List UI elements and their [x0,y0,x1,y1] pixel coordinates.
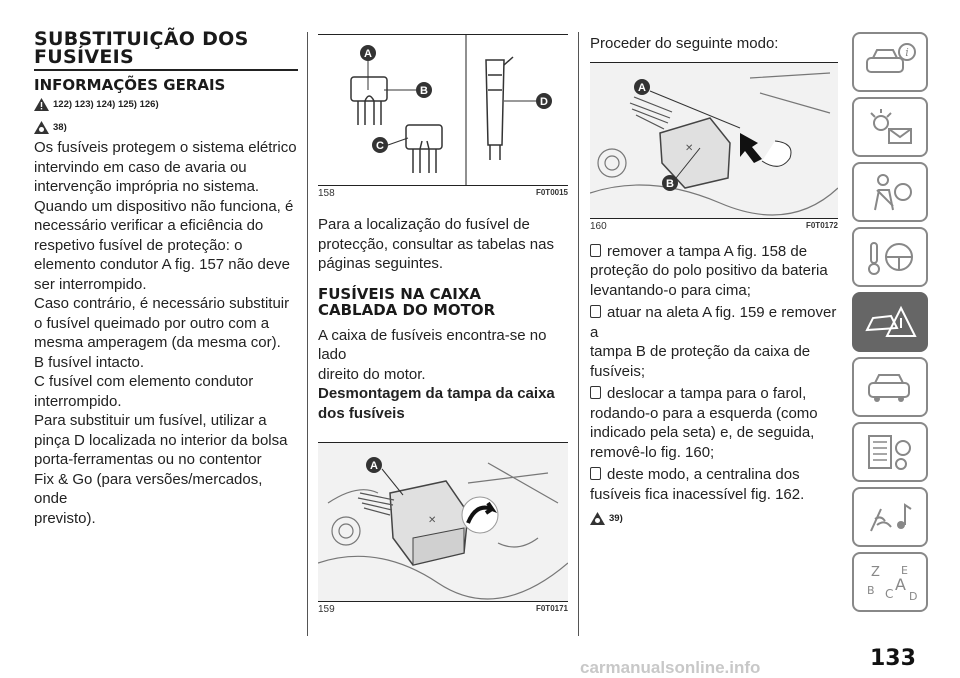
figure-158-caption: 158 F0T0015 [318,188,568,199]
multimedia-icon [861,495,919,539]
callout-d [504,93,552,109]
checkbox-bullet-icon [590,467,601,480]
car-info-icon [861,40,919,84]
watermark: carmanualsonline.info [580,658,761,677]
step-text: atuar na aleta A fig. 159 e remover a [590,304,837,341]
sidebar-tab-seatbelt-airbag[interactable] [852,162,928,222]
sidebar-tab-multimedia[interactable] [852,487,928,547]
text-line: intervindo em caso de avaria ou [34,158,247,176]
svg-text:C: C [885,587,894,601]
text-line: Para a localização do fusível de [318,216,530,233]
sidebar-tab-index[interactable] [852,552,928,612]
step-text: indicado pela seta) e, de seguida, [590,424,815,441]
text-line: o fusível queimado por outro com a [34,314,270,332]
rotate-arrow-icon [462,497,498,533]
key-steering-icon [861,235,919,279]
svg-text:E: E [901,564,908,577]
figure-160-caption: 160 F0T0172 [590,220,838,232]
label-b: B [420,85,428,97]
figure-159 [318,442,568,602]
chapter-sidebar [852,32,928,617]
caution-ref-right: 39) [590,512,838,525]
step-text: fusíveis fica inacessível fig. 162. [590,485,805,503]
text-line: Para substituir um fusível, utilizar a [34,412,267,429]
sidebar-tab-specifications[interactable] [852,422,928,482]
section-subtitle: INFORMAÇÕES GERAIS [34,76,226,94]
step-text: levantando-o para cima; [590,281,751,299]
fuse-cover-removal-illustration [590,63,838,218]
caution-hand-icon [34,121,49,134]
text-line: elemento condutor A fig. 157 não deve [34,256,291,273]
text-line: Fix & Go (para versões/mercados, onde [34,470,263,507]
seatbelt-airbag-icon [861,170,919,214]
engine-fuse-heading: FUSÍVEIS NA CAIXA CABLADA DO MOTOR [318,284,496,319]
caution-refs: 38) [34,121,298,134]
sidebar-tab-maintenance-car[interactable] [852,357,928,417]
right-column [590,34,838,525]
text-line: direito do motor. [318,365,426,383]
callout-a [360,45,376,90]
index-icon [861,560,919,604]
step-text: tampa B de proteção da caixa de [590,343,811,360]
warning-refs: 122) 123) 124) 125) 126) [34,98,298,111]
title-rule [34,69,298,71]
column-divider-2 [578,32,579,636]
warning-triangle-icon [34,98,49,111]
label-a-159: A [370,460,378,472]
checkbox-bullet-icon [590,386,601,399]
fuse-b-drawing [351,77,387,125]
text-line: A caixa de fusíveis encontra-se no lado [318,326,547,363]
label-a-160: A [638,81,646,94]
step-text: remover a tampa A fig. 158 de [607,242,808,260]
procedure-step [590,242,838,301]
caution-hand-icon [590,512,605,525]
callout-c [372,137,408,153]
procedure-step [590,465,838,504]
body-text [34,138,298,528]
step-text: proteção do polo positivo da bateria [590,262,828,279]
text-line: porta-ferramentas ou no contentor [34,451,262,468]
fuse-c-drawing [406,125,442,173]
figure-159-caption: 159 F0T0171 [318,604,568,615]
svg-text:B: B [867,584,875,597]
procedure-steps [590,242,838,505]
emergency-car-icon [861,300,919,344]
text-line: Os fusíveis protegem o sistema elétrico [34,139,297,156]
column-divider [307,32,308,636]
left-column [34,30,298,528]
text-line: intervenção imprópria no sistema. [34,178,260,195]
text-line: C fusível com elemento condutor [34,373,254,390]
specifications-icon [861,430,919,474]
figure-160 [590,62,838,219]
text-line: Caso contrário, é necessário substituir [34,295,290,312]
checkbox-bullet-icon [590,305,601,318]
engine-fuse-box-illustration [318,443,568,601]
label-d: D [540,96,548,108]
text-line: Quando um dispositivo não funciona, é [34,197,294,215]
sidebar-tab-car-info[interactable] [852,32,928,92]
text-line: páginas seguintes. [318,255,444,272]
checkbox-bullet-icon [590,244,601,257]
step-text: removê-lo fig. 160; [590,443,715,461]
procedure-intro: Proceder do seguinte modo: [590,35,779,52]
text-line: interrompido. [34,392,122,410]
step-text: rodando-o para a esquerda (como [590,404,818,422]
page-title: SUBSTITUIÇÃO DOS FUSÍVEIS [34,28,249,68]
page-number: 133 [870,646,916,671]
warning-lights-icon [861,105,919,149]
maintenance-car-icon [861,365,919,409]
text-line: necessário verificar a eficiência do [34,217,264,234]
step-text: deslocar a tampa para o farol, [607,385,807,402]
fuse-pliers-drawing [486,57,513,160]
removal-heading: Desmontagem da tampa da caixa dos fusíveis [318,385,555,422]
fuse-box-text [318,326,568,385]
text-line: protecção, consultar as tabelas nas [318,235,554,253]
text-line: ser interrompido. [34,275,147,293]
label-a: A [364,48,372,60]
fuse-illustration [318,35,568,185]
sidebar-tab-emergency-car[interactable] [852,292,928,352]
svg-text:A: A [895,575,906,594]
text-line: previsto). [34,509,96,527]
text-line: B fusível intacto. [34,353,145,371]
procedure-step [590,384,838,462]
text-line: mesma amperagem (da mesma cor). [34,334,281,351]
callout-b [384,82,432,98]
svg-text:✕: ✕ [685,142,694,154]
svg-text:i: i [905,46,909,59]
text-line: pinça D localizada no interior da bolsa [34,431,288,449]
sidebar-tab-key-steering[interactable] [852,227,928,287]
middle-column [318,34,568,615]
svg-text:Z: Z [871,565,880,580]
step-text: deste modo, a centralina dos [607,466,800,483]
label-c: C [376,140,384,152]
step-text: fusíveis; [590,362,646,380]
figure-158 [318,34,568,186]
svg-text:D: D [909,590,918,603]
sidebar-tab-warning-lights[interactable] [852,97,928,157]
label-b-160: B [666,177,674,190]
text-line: respetivo fusível de proteção: o [34,236,243,254]
fuse-location-text [318,215,568,274]
svg-text:✕: ✕ [428,515,437,526]
procedure-step [590,303,838,381]
